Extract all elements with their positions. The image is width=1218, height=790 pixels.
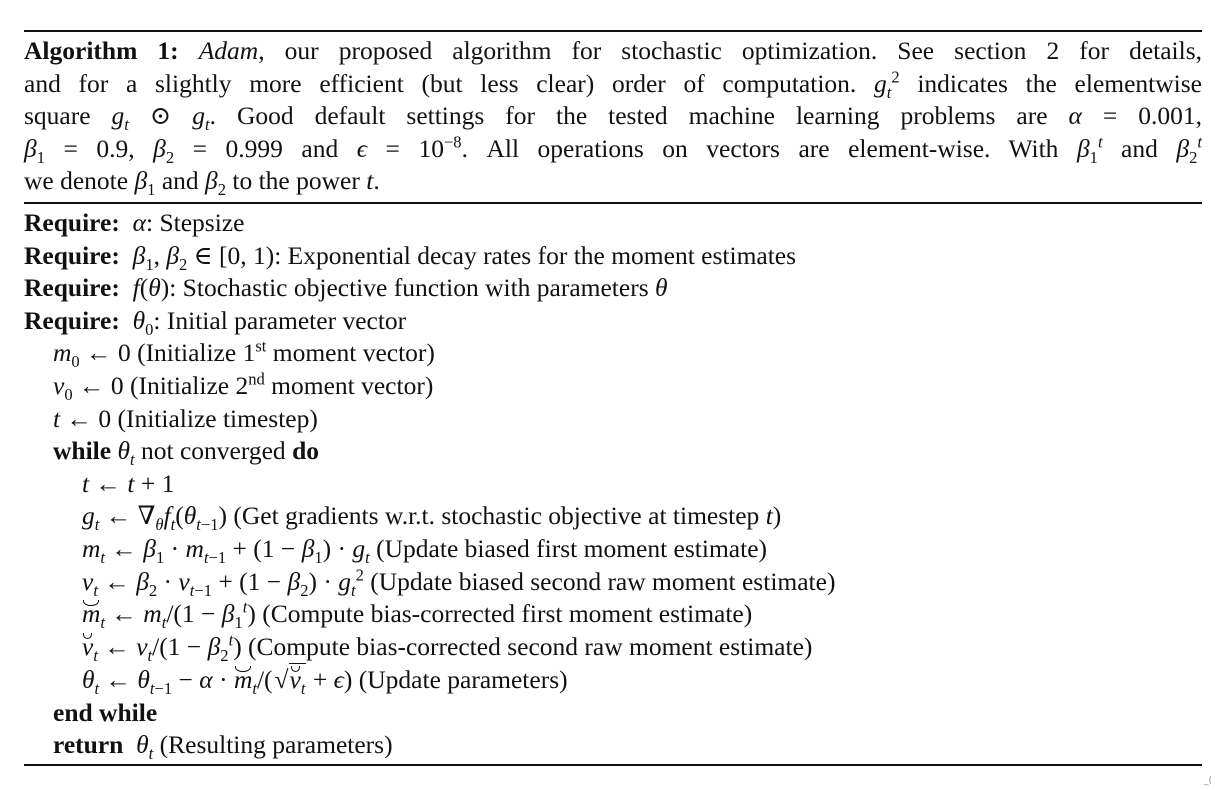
require-keyword: Require:: [24, 273, 120, 303]
require-keyword: Require:: [24, 240, 120, 270]
require-keyword: Require:: [24, 305, 120, 335]
caption-line-2: and for a slightly more efficient (but less clear) order of computation. $g_t^2$ indicates the elementwise: [24, 67, 1202, 102]
hat-accent: m: [234, 664, 252, 697]
bottom-rule: [24, 764, 1202, 766]
algorithm-caption: [24, 32, 1202, 202]
require-keyword: Require:: [24, 207, 120, 237]
while-keyword: while: [53, 436, 112, 466]
caption-line-3: square $g_t$ ⊙ $g_t$. Good default settings for the tested machine learning problems are α = 0.001,: [24, 101, 1203, 135]
step-line-3: $m_t$ ← $\beta_1 \cdot m_{t-1} + (1 - \beta_1) \cdot g_t$ (Update biased first moment estimate): [82, 533, 768, 567]
sqrt-symbol: $√v_t$: [274, 665, 306, 699]
do-keyword: do: [292, 436, 319, 466]
hat-accent: v: [82, 631, 93, 664]
while-line: while $\theta_t$ not converged do: [53, 436, 319, 470]
corner-mark: _(: [1203, 776, 1212, 786]
hat-accent: v: [290, 664, 301, 697]
init-line-3: t ← 0 (Initialize timestep): [53, 403, 318, 433]
caption-line-5: we denote $\beta_1$ and $\beta_2$ to the power t.: [24, 166, 380, 200]
step-line-2: $g_t$ ← $\nabla_\theta f_t(\theta_{t-1})$ (Get gradients w.r.t. stochastic objective at timestep t): [82, 501, 782, 535]
hat-accent: m: [82, 598, 100, 631]
require-line-3: Require: f(θ): Stochastic objective function with parameters θ: [24, 273, 668, 303]
caption-line-1: Algorithm 1: Adam, our proposed algorithm for stochastic optimization. See section 2 for details,: [24, 36, 1203, 65]
end-while-keyword: end while: [53, 697, 158, 727]
require-line-4: Require: $\theta_0$: Initial parameter vector: [24, 305, 407, 339]
step-line-5: $m_t$ ← $m_t/(1 - \beta_1^t)$ (Compute bias-corrected first moment estimate): [82, 597, 753, 633]
end-while-line: [24, 697, 1202, 730]
step-line-7: $\theta_t$ ← $\theta_{t-1} - \alpha \cdot m_t/(√v_t + \epsilon)$ (Update parameters): [82, 665, 568, 699]
require-line-2: Require: $\beta_1$, $\beta_2$ ∈ [0, 1): Exponential decay rates for the moment estimates: [24, 240, 797, 274]
step-line-4: $v_t$ ← $\beta_2 \cdot v_{t-1} + (1 - \beta_2) \cdot g_t^2$ (Update biased second raw moment estimate): [82, 565, 836, 600]
return-keyword: return: [53, 730, 124, 760]
require-line-1: Require: α: Stepsize: [24, 207, 245, 237]
algorithm-box: [24, 30, 1202, 766]
algorithm-body: [24, 204, 1202, 764]
algorithm-label: Algorithm 1:: [24, 36, 179, 65]
step-line-1: t ← t + 1: [82, 468, 175, 498]
step-line-6: $v_t$ ← $v_t/(1 - \beta_2^t)$ (Compute bias-corrected second raw moment estimate): [82, 630, 813, 665]
caption-line-4: $\beta_1 = 0.9$, $\beta_2 = 0.999$ and $\epsilon = 10^{-8}$. All operations on vectors are element-wise. With $\beta_1^t$ and $\beta_2^t$: [24, 132, 1202, 167]
init-line-2: $v_0$ ← 0 (Initialize 2nd moment vector): [53, 369, 434, 405]
init-line-1: $m_0$ ← 0 (Initialize 1st moment vector): [53, 336, 435, 372]
return-line: return $\theta_t$ (Resulting parameters): [53, 730, 393, 764]
